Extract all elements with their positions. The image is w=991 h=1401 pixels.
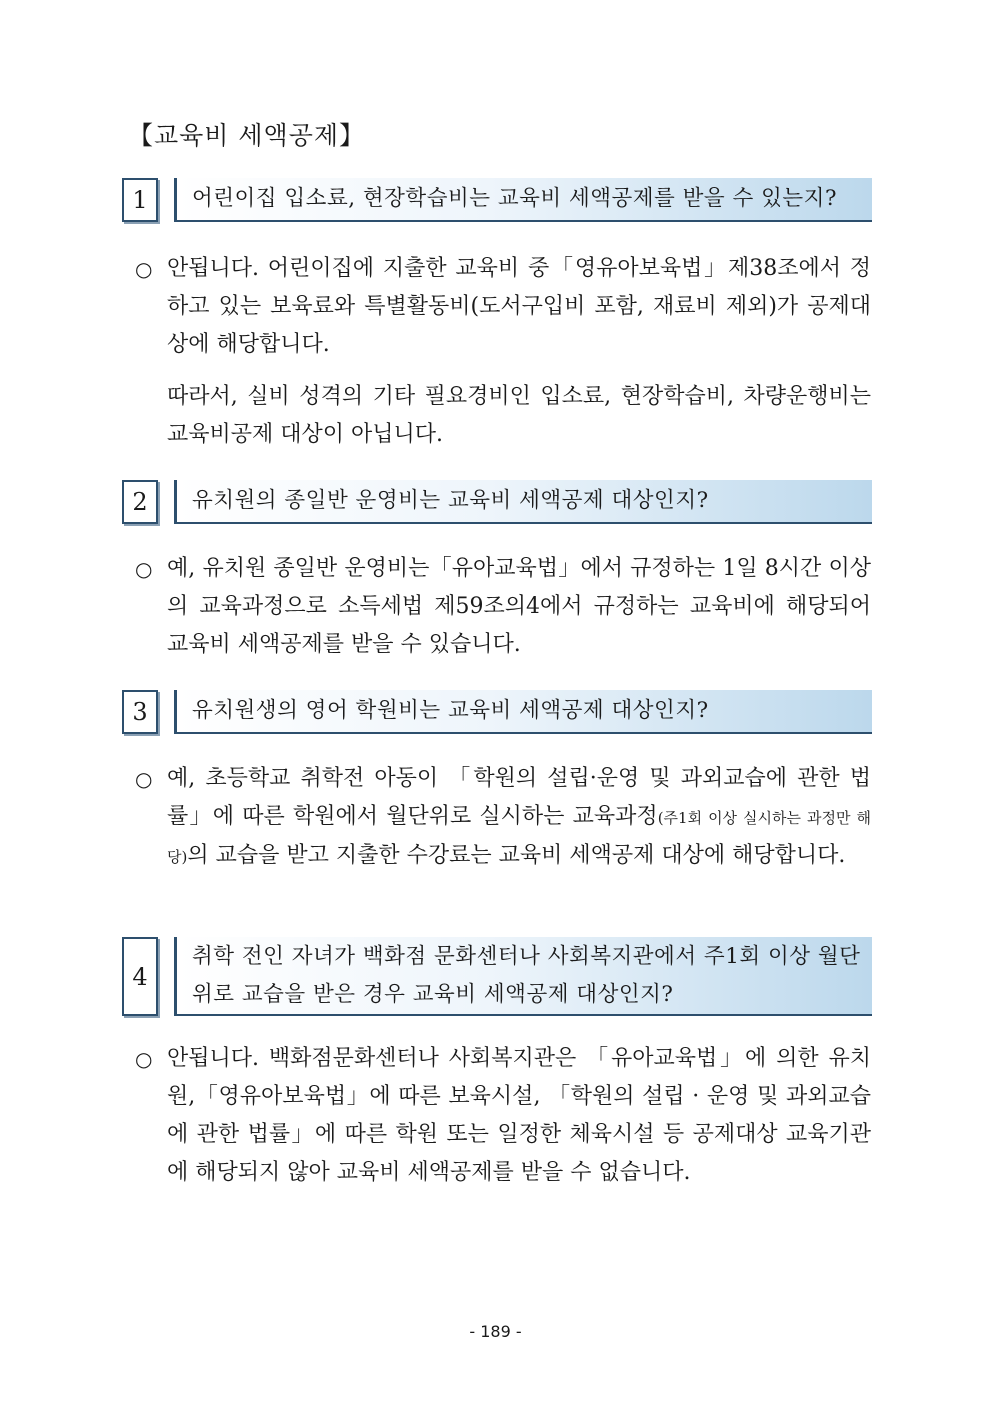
bullet-icon: ○ [135, 1047, 153, 1071]
answer-text-b: 의 교습을 받고 지출한 수강료는 교육비 세액공제 대상에 해당합니다. [187, 843, 846, 868]
question-3 [122, 690, 872, 734]
answer-1-extra: 따라서, 실비 성격의 기타 필요경비인 입소료, 현장학습비, 차량운행비는 교육비공제 대상이 아닙니다. [167, 384, 871, 447]
question-2 [122, 480, 872, 524]
page-number: - 189 - [469, 1322, 522, 1341]
answer-text: 안됩니다. 백화점문화센터나 사회복지관은 「유아교육법」에 의한 유치원,「영유아보육법」에 따른 보육시설, 「학원의 설립 · 운영 및 과외교습에 관한 법률」에 따른 학원 또는 일정한 체육시설 등 공제대상 교육기관에 해당되지 않아 교육비 세액공제를 받을 수 없습니다. [167, 1046, 871, 1185]
question-number: 1 [122, 178, 158, 222]
question-4 [122, 937, 872, 1016]
answer-1 [135, 250, 871, 364]
bullet-icon: ○ [135, 257, 153, 281]
answer-text: 예, 유치원 종일반 운영비는「유아교육법」에서 규정하는 1일 8시간 이상의 교육과정으로 소득세법 제59조의4에서 규정하는 교육비에 해당되어 교육비 세액공제를 받을 수 있습니다. [167, 556, 871, 657]
question-text: 유치원의 종일반 운영비는 교육비 세액공제 대상인지? [174, 480, 872, 524]
question-number: 2 [122, 480, 158, 524]
answer-text [167, 760, 871, 876]
question-number: 3 [122, 690, 158, 734]
question-1 [122, 178, 872, 222]
answer-4 [135, 1040, 871, 1192]
question-text: 유치원생의 영어 학원비는 교육비 세액공제 대상인지? [174, 690, 872, 734]
bullet-icon: ○ [135, 767, 153, 791]
answer-text-a: 예, 초등학교 취학전 아동이 「학원의 설립·운영 및 과외교습에 관한 법률」에 따른 학원에서 월단위로 실시하는 교육과정 [167, 766, 871, 829]
answer-2 [135, 550, 871, 664]
answer-text: 안됩니다. 어린이집에 지출한 교육비 중「영유아보육법」제38조에서 정하고 있는 보육료와 특별활동비(도서구입비 포함, 재료비 제외)가 공제대상에 해당합니다. [167, 256, 871, 357]
question-text: 취학 전인 자녀가 백화점 문화센터나 사회복지관에서 주1회 이상 월단위로 교습을 받은 경우 교육비 세액공제 대상인지? [174, 937, 872, 1016]
bullet-icon: ○ [135, 557, 153, 581]
section-title: 【교육비 세액공제】 [128, 121, 365, 150]
question-number: 4 [122, 937, 158, 1016]
answer-3 [135, 760, 871, 876]
question-text: 어린이집 입소료, 현장학습비는 교육비 세액공제를 받을 수 있는지? [174, 178, 872, 222]
answer-note: (주1회 이상 실시하는 과정만 해당) [167, 809, 871, 866]
